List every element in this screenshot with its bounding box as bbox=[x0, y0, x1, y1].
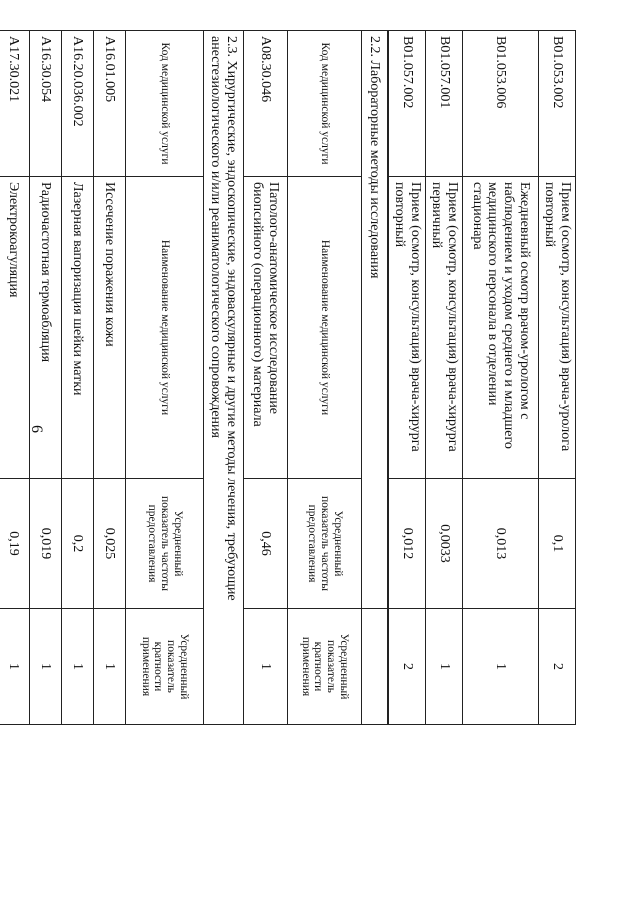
multiplicity-value: 1 bbox=[94, 609, 126, 725]
table-row bbox=[0, 31, 30, 725]
table-row bbox=[539, 31, 576, 725]
service-code: A08.30.046 bbox=[244, 31, 288, 177]
multiplicity-value: 1 bbox=[0, 609, 30, 725]
header-frequency: Усредненный показатель частоты предоставления bbox=[288, 479, 362, 609]
surgical-methods-table bbox=[0, 30, 244, 725]
frequency-value: 0,2 bbox=[62, 479, 94, 609]
service-code: A17.30.021 bbox=[0, 31, 30, 177]
table-row bbox=[463, 31, 539, 725]
header-row bbox=[126, 31, 204, 725]
service-code: B01.053.002 bbox=[539, 31, 576, 177]
service-name: Прием (осмотр, консультация) врача-уролога повторный bbox=[539, 177, 576, 479]
table-row bbox=[426, 31, 463, 725]
service-code: A16.20.036.002 bbox=[62, 31, 94, 177]
frequency-value: 0,46 bbox=[244, 479, 288, 609]
header-multiplicity: Усредненный показатель кратности применения bbox=[126, 609, 204, 725]
table-row bbox=[244, 31, 288, 725]
header-code: Код медицинской услуги bbox=[126, 31, 204, 177]
multiplicity-value: 1 bbox=[426, 609, 463, 725]
frequency-value: 0,019 bbox=[30, 479, 62, 609]
laboratory-methods-table bbox=[243, 30, 388, 725]
frequency-value: 0,1 bbox=[539, 479, 576, 609]
header-code: Код медицинской услуги bbox=[288, 31, 362, 177]
consultations-table bbox=[388, 30, 576, 725]
section-title-row bbox=[362, 31, 388, 725]
service-name: Электрокоагуляция bbox=[0, 177, 30, 479]
table-row bbox=[94, 31, 126, 725]
multiplicity-value: 2 bbox=[539, 609, 576, 725]
header-name: Наименование медицинской услуги bbox=[126, 177, 204, 479]
service-name: Прием (осмотр, консультация) врача-хирурга первичный bbox=[426, 177, 463, 479]
frequency-value: 0,012 bbox=[389, 479, 426, 609]
header-row bbox=[288, 31, 362, 725]
rotated-page-content bbox=[6, 30, 576, 852]
multiplicity-value: 1 bbox=[463, 609, 539, 725]
section-title-text: 2.3. Хирургические, эндоскопические, эндоваскулярные и другие методы лечения, требующие анестезиологического и/или реаниматологического сопровождения bbox=[208, 36, 240, 601]
frequency-value: 0,19 bbox=[0, 479, 30, 609]
section-title bbox=[204, 31, 244, 725]
section-title-row bbox=[204, 31, 244, 725]
multiplicity-value: 1 bbox=[30, 609, 62, 725]
service-code: B01.057.002 bbox=[389, 31, 426, 177]
service-name: Ежедневный осмотр врачом-урологом с наблюдением и уходом среднего и младшего медицинского персонала в отделении стационара bbox=[463, 177, 539, 479]
multiplicity-value: 1 bbox=[62, 609, 94, 725]
page-number: 6 bbox=[28, 425, 45, 433]
table-row bbox=[62, 31, 94, 725]
multiplicity-value: 2 bbox=[389, 609, 426, 725]
multiplicity-value: 1 bbox=[244, 609, 288, 725]
service-code: B01.053.006 bbox=[463, 31, 539, 177]
table-row bbox=[389, 31, 426, 725]
service-code: B01.057.001 bbox=[426, 31, 463, 177]
service-name: Радиочастотная термоабляция bbox=[30, 177, 62, 479]
service-code: A16.01.005 bbox=[94, 31, 126, 177]
header-multiplicity: Усредненный показатель кратности применения bbox=[288, 609, 362, 725]
header-name: Наименование медицинской услуги bbox=[288, 177, 362, 479]
frequency-value: 0,025 bbox=[94, 479, 126, 609]
service-name: Лазерная вапоризация шейки матки bbox=[62, 177, 94, 479]
table-row bbox=[30, 31, 62, 725]
frequency-value: 0,0033 bbox=[426, 479, 463, 609]
service-name: Патолого-анатомическое исследование биопсийного (операционного) материала bbox=[244, 177, 288, 479]
empty-cell bbox=[362, 609, 388, 725]
header-frequency: Усредненный показатель частоты предоставления bbox=[126, 479, 204, 609]
service-name: Прием (осмотр, консультация) врача-хирурга повторный bbox=[389, 177, 426, 479]
section-title: 2.2. Лабораторные методы исследования bbox=[362, 31, 388, 609]
service-code: A16.30.054 bbox=[30, 31, 62, 177]
frequency-value: 0,013 bbox=[463, 479, 539, 609]
service-name: Иссечение поражения кожи bbox=[94, 177, 126, 479]
